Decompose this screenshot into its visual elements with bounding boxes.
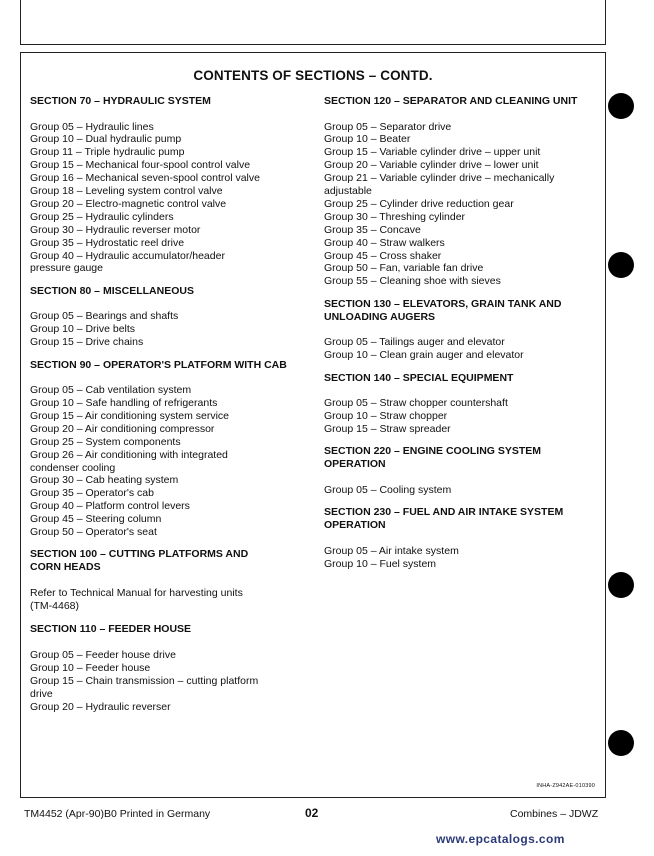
group-item: Group 50 – Fan, variable fan drive [324, 262, 484, 275]
section-title-line: OPERATION [324, 458, 386, 471]
binder-hole-icon [608, 730, 634, 756]
group-item: Group 45 – Steering column [30, 513, 162, 526]
page-title: CONTENTS OF SECTIONS – CONTD. [193, 68, 433, 83]
section-80 [30, 285, 310, 349]
section-title-line: SECTION 100 – CUTTING PLATFORMS AND [30, 548, 249, 561]
group-item: Group 20 – Air conditioning compressor [30, 422, 215, 435]
section-130 [324, 298, 602, 362]
binder-hole-icon [608, 93, 634, 119]
group-item: drive [30, 687, 53, 700]
group-item: Group 25 – System components [30, 435, 181, 448]
group-item: Group 05 – Straw chopper countershaft [324, 397, 508, 410]
reference-text: Refer to Technical Manual for harvesting units [30, 586, 243, 599]
group-item: Group 11 – Triple hydraulic pump [30, 146, 185, 159]
group-item: Group 10 – Drive belts [30, 323, 136, 336]
section-title: SECTION 90 – OPERATOR'S PLATFORM WITH CAB [30, 358, 287, 371]
group-item: Group 20 – Variable cylinder drive – lower unit [324, 159, 539, 172]
section-title-line: SECTION 220 – ENGINE COOLING SYSTEM [324, 445, 542, 458]
section-110 [30, 623, 310, 713]
group-item: Group 15 – Variable cylinder drive – upper unit [324, 146, 541, 159]
section-title [324, 445, 602, 471]
group-item: Group 10 – Straw chopper [324, 410, 448, 422]
group-item: Group 25 – Cylinder drive reduction gear [324, 197, 514, 210]
section-title [30, 548, 310, 574]
contents-frame [20, 52, 606, 798]
group-item: Group 40 – Straw walkers [324, 236, 445, 249]
group-item: Group 16 – Mechanical seven-spool control valve [30, 172, 260, 185]
binder-hole-icon [608, 572, 634, 598]
group-item: Group 45 – Cross shaker [324, 249, 442, 262]
group-item: Group 05 – Bearings and shafts [30, 310, 179, 323]
group-item: adjustable [324, 185, 372, 198]
section-title: SECTION 120 – SEPARATOR AND CLEANING UNIT [324, 95, 578, 107]
group-item: Group 35 – Concave [324, 223, 421, 236]
group-item: Group 20 – Electro-magnetic control valve [30, 197, 227, 210]
binder-hole-icon [608, 252, 634, 278]
group-item: Group 18 – Leveling system control valve [30, 185, 223, 198]
section-140 [324, 372, 602, 436]
group-item: Group 50 – Operator's seat [30, 526, 157, 539]
image-code: INHA-Z942AE-010390 [536, 783, 595, 789]
group-item: Group 35 – Operator's cab [30, 487, 154, 500]
group-item: Group 15 – Chain transmission – cutting platform [30, 674, 259, 687]
group-item: Group 05 – Feeder house drive [30, 648, 176, 661]
section-title-line: UNLOADING AUGERS [324, 310, 436, 323]
section-title [324, 298, 602, 324]
section-title: SECTION 110 – FEEDER HOUSE [30, 623, 192, 636]
group-item: Group 21 – Variable cylinder drive – mechanically [324, 172, 555, 185]
section-title: SECTION 140 – SPECIAL EQUIPMENT [324, 371, 514, 384]
group-item: Group 40 – Platform control levers [30, 500, 190, 513]
group-item: Group 25 – Hydraulic cylinders [30, 210, 174, 223]
section-title-line: OPERATION [324, 519, 386, 532]
section-title-line: SECTION 130 – ELEVATORS, GRAIN TANK AND [324, 297, 562, 310]
group-item: Group 26 – Air conditioning with integrated [30, 448, 228, 461]
group-item: Group 35 – Hydrostatic reel drive [30, 236, 185, 249]
group-item: pressure gauge [30, 262, 103, 275]
group-item: Group 10 – Fuel system [324, 557, 437, 570]
group-item: Group 10 – Clean grain auger and elevator [324, 349, 524, 362]
group-item: Group 30 – Hydraulic reverser motor [30, 223, 201, 236]
group-item: Group 55 – Cleaning shoe with sieves [324, 275, 501, 288]
group-item: Group 15 – Drive chains [30, 336, 144, 349]
section-title [324, 506, 602, 532]
section-120 [324, 95, 602, 288]
group-item: condenser cooling [30, 461, 116, 474]
section-220 [324, 445, 602, 496]
page-number: 02 [305, 806, 319, 820]
right-column [324, 95, 602, 580]
group-item: Group 15 – Mechanical four-spool control valve [30, 159, 251, 172]
group-item: Group 05 – Separator drive [324, 120, 452, 133]
reference-text: (TM-4468) [30, 600, 80, 613]
group-item: Group 10 – Feeder house [30, 661, 151, 674]
footer-manual-info: TM4452 (Apr-90)B0 Printed in Germany [24, 808, 211, 820]
group-item: Group 10 – Dual hydraulic pump [30, 133, 182, 146]
group-item: Group 05 – Cab ventilation system [30, 384, 192, 397]
group-item: Group 15 – Air conditioning system service [30, 409, 230, 422]
website-link[interactable]: www.epcatalogs.com [436, 832, 565, 846]
group-item: Group 05 – Tailings auger and elevator [324, 336, 505, 349]
footer-product: Combines – JDWZ [510, 808, 599, 820]
section-title: SECTION 70 – HYDRAULIC SYSTEM [30, 95, 211, 107]
section-70 [30, 95, 310, 275]
group-item: Group 05 – Air intake system [324, 544, 459, 557]
section-230 [324, 506, 602, 570]
group-item: Group 10 – Safe handling of refrigerants [30, 397, 218, 409]
group-item: Group 10 – Beater [324, 133, 411, 146]
left-column [30, 95, 310, 723]
group-item: Group 05 – Hydraulic lines [30, 120, 154, 133]
section-title: SECTION 80 – MISCELLANEOUS [30, 284, 194, 297]
section-title-line: CORN HEADS [30, 561, 101, 574]
section-90 [30, 359, 310, 539]
group-item: Group 05 – Cooling system [324, 483, 452, 496]
section-title-line: SECTION 230 – FUEL AND AIR INTAKE SYSTEM [324, 506, 564, 519]
group-item: Group 40 – Hydraulic accumulator/header [30, 249, 225, 262]
top-frame [20, 0, 606, 45]
group-item: Group 20 – Hydraulic reverser [30, 700, 171, 713]
group-item: Group 15 – Straw spreader [324, 422, 451, 435]
group-item: Group 30 – Cab heating system [30, 474, 179, 487]
group-item: Group 30 – Threshing cylinder [324, 210, 466, 223]
section-100 [30, 548, 310, 614]
